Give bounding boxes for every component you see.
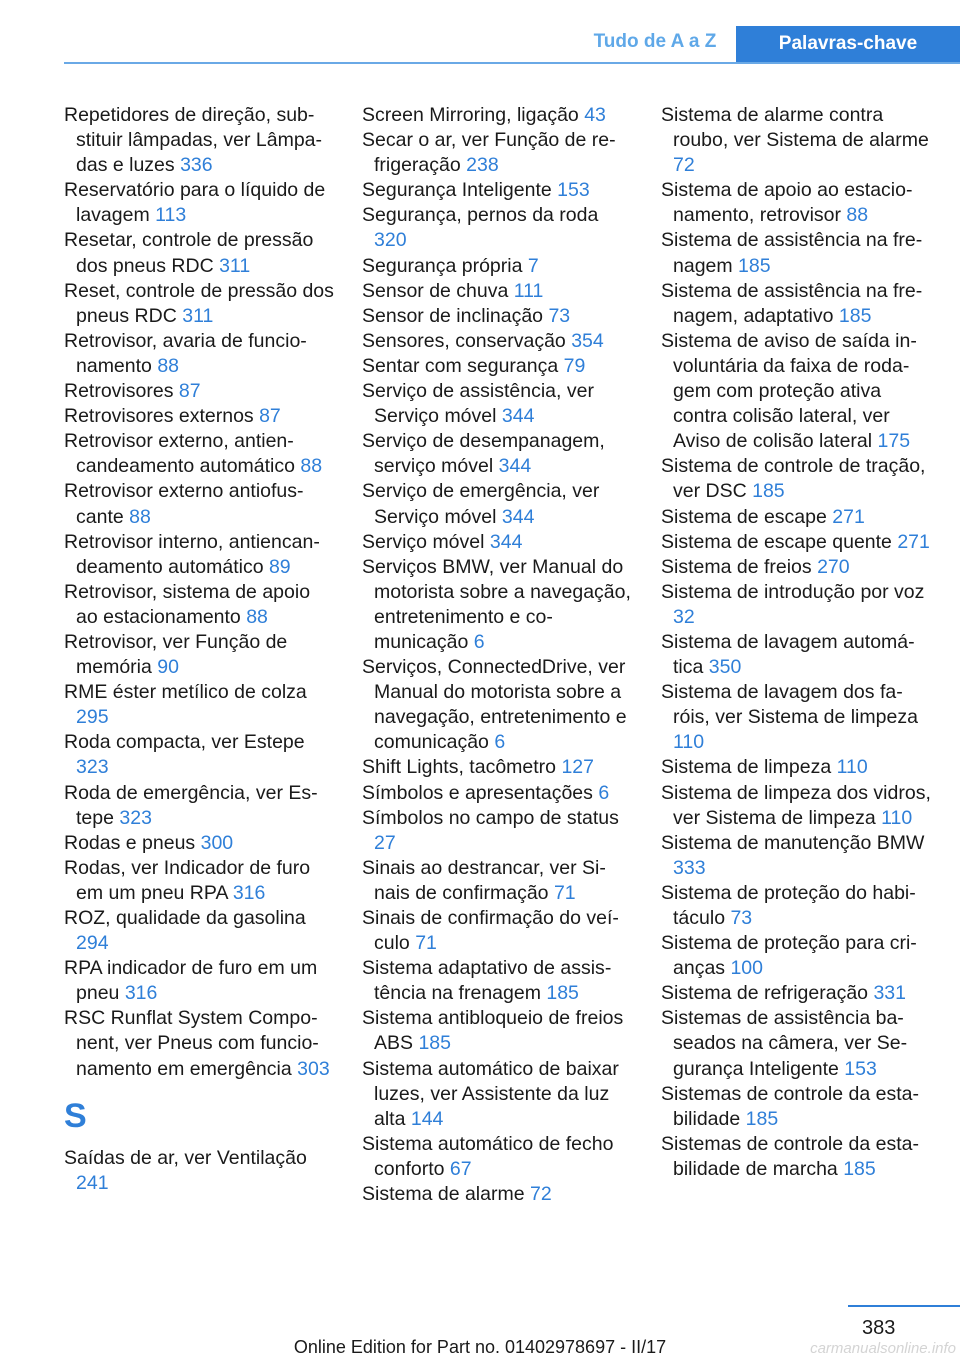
page-link[interactable]: 67 <box>449 1157 472 1180</box>
index-entry <box>661 505 933 530</box>
page-link[interactable]: 185 <box>752 480 785 503</box>
page-link[interactable]: 316 <box>232 881 266 904</box>
page-link[interactable]: 320 <box>374 229 407 252</box>
page-link[interactable]: 185 <box>838 304 872 327</box>
index-entry <box>64 781 336 831</box>
page-link[interactable]: 344 <box>501 405 535 428</box>
index-entry-text: Sistema de limpeza dos vidros, ver Sistema de limpeza <box>661 781 931 829</box>
watermark: carmanualsonline.info <box>810 1340 956 1357</box>
index-entry <box>64 103 336 178</box>
index-entry <box>362 755 634 780</box>
page-link[interactable]: 111 <box>513 279 544 302</box>
page-link[interactable]: 153 <box>557 179 590 202</box>
index-entry-text: Serviço de desempanagem, serviço móvel <box>362 430 605 478</box>
page-link[interactable]: 127 <box>561 756 594 779</box>
index-entry <box>362 479 634 529</box>
page-link[interactable]: 88 <box>846 204 869 227</box>
index-entry <box>362 1182 634 1207</box>
index-entry <box>661 781 933 831</box>
page-link[interactable]: 316 <box>124 982 158 1005</box>
index-entry-text: Reservatório para o líquido de lavagem <box>64 179 326 227</box>
footer-edition: Online Edition for Part no. 01402978697 - II/17 <box>293 1337 667 1357</box>
index-entry-text: Sensor de inclinação <box>362 304 549 327</box>
index-entry-text: Retrovisores <box>64 380 179 403</box>
page-link[interactable]: 88 <box>157 354 180 377</box>
index-entry <box>362 555 634 655</box>
index-entry-text: Segurança, pernos da roda <box>362 204 599 227</box>
index-entry-text: Roda compacta, ver Estepe <box>64 731 305 754</box>
page-link[interactable]: 344 <box>489 530 523 553</box>
index-entry-text: Símbolos e apresentações <box>362 781 599 804</box>
index-entry-text: Sinais de confirmação do veículo <box>362 907 619 955</box>
page-link[interactable]: 295 <box>76 706 109 729</box>
page-link[interactable]: 185 <box>843 1157 876 1180</box>
index-entry-text: Resetar, controle de pressão dos pneus RDC <box>64 229 314 277</box>
page-link[interactable]: 110 <box>673 731 705 754</box>
page-link[interactable]: 270 <box>817 555 850 578</box>
index-entry <box>362 103 634 128</box>
index-entry <box>661 1082 933 1132</box>
index-entry-text: Repetidores de direção, substituir lâmpadas, ver Lâmpadas e luzes <box>64 104 323 177</box>
page-link[interactable]: 294 <box>76 932 109 955</box>
index-entry-text: Retrovisor interno, antiencandeamento automático <box>64 530 320 578</box>
page-number: 383 <box>862 1317 896 1339</box>
page-link[interactable]: 144 <box>410 1107 444 1130</box>
index-entry <box>64 228 336 278</box>
index-entry-text: Sistema de lavagem dos faróis, ver Sistema de limpeza <box>661 681 918 729</box>
index-entry-text: Sistema de proteção para crianças <box>661 932 917 980</box>
index-entry-text: Retrovisor, avaria de funcionamento <box>64 329 307 377</box>
page-link[interactable]: 43 <box>584 104 606 126</box>
index-entry-text: Roda de emergência, ver Estepe <box>64 781 318 829</box>
index-entry-text: Sistemas de controle da estabilidade de marcha <box>661 1132 919 1180</box>
index-entry <box>362 178 634 203</box>
index-entry <box>661 555 933 580</box>
index-entry <box>362 203 634 253</box>
index-entry-text: Sistema de proteção do habitáculo <box>661 881 916 929</box>
index-entry-text: Saídas de ar, ver Ventilação <box>64 1146 307 1169</box>
index-entry <box>362 254 634 279</box>
index-entry <box>64 831 336 856</box>
index-entry <box>362 856 634 906</box>
index-entry <box>64 580 336 630</box>
index-entry-text: Retrovisor, ver Função de memória <box>64 630 288 679</box>
page-link[interactable]: 336 <box>180 154 213 177</box>
index-entry-text: Sistema de aviso de saída involuntária da faixa de rodagem com proteção ativa contra colisão lateral, ver Aviso de colisão lateral <box>661 329 917 453</box>
page-header <box>0 0 960 64</box>
page-link[interactable]: 87 <box>259 405 281 428</box>
index-entry <box>362 1006 634 1056</box>
index-entry <box>661 831 933 881</box>
page-link[interactable]: 72 <box>530 1183 552 1206</box>
index-entry-text: Rodas, ver Indicador de furo em um pneu RPA <box>64 856 311 904</box>
index-entry-text: Sistema de escape <box>661 505 833 528</box>
section-letter: S <box>64 1096 87 1135</box>
page-link[interactable]: 271 <box>897 530 930 553</box>
index-entry-text: Símbolos no campo de status <box>362 806 619 829</box>
page-link[interactable]: 323 <box>119 806 152 829</box>
index-entry <box>362 655 634 755</box>
page-link[interactable]: 88 <box>246 605 268 628</box>
page-link[interactable]: 6 <box>494 731 506 754</box>
index-entry-text: Serviço de emergência, ver Serviço móvel <box>362 480 600 528</box>
tab-tudo-de-a-a-z[interactable]: Tudo de A a Z <box>593 31 717 52</box>
page-link[interactable]: 100 <box>730 957 763 980</box>
index-entry <box>362 906 634 956</box>
page-link[interactable]: 311 <box>182 304 214 327</box>
page-link[interactable]: 241 <box>76 1171 109 1194</box>
index-entry-text: Secar o ar, ver Função de refrigeração <box>362 129 616 177</box>
index-entry <box>362 279 634 304</box>
index-entry <box>362 329 634 354</box>
page-link[interactable]: 175 <box>877 430 911 453</box>
index-entry <box>661 279 933 329</box>
index-entry-text: Sistema de introdução por voz <box>661 580 925 603</box>
page-link[interactable]: 32 <box>673 605 695 628</box>
index-entry <box>661 178 933 228</box>
page-link[interactable]: 344 <box>498 455 532 478</box>
page-link[interactable]: 73 <box>548 304 571 327</box>
index-entry <box>362 429 634 479</box>
page-link[interactable]: 303 <box>297 1057 330 1080</box>
index-entry <box>64 379 336 404</box>
page-link[interactable]: 153 <box>844 1057 877 1080</box>
index-entry-text: Sistema de limpeza <box>661 756 837 779</box>
index-entry <box>64 479 336 529</box>
index-entry-text: Sistema de controle de tração, ver DSC <box>661 455 926 503</box>
index-entry <box>64 1146 336 1196</box>
index-entry-text: RSC Runflat System Component, ver Pneus com funcionamento em emergência <box>64 1007 319 1080</box>
index-entry-text: RME éster metílico de colza <box>64 681 307 704</box>
index-entry <box>64 404 336 429</box>
index-entry <box>661 881 933 931</box>
index-entry-text: Sistema antibloqueio de freios ABS <box>362 1007 624 1055</box>
index-entry <box>661 755 933 780</box>
index-entry <box>661 1132 933 1182</box>
index-entry-text: Sensor de chuva <box>362 279 514 302</box>
page-link[interactable]: 271 <box>832 505 865 528</box>
index-entry <box>64 730 336 780</box>
index-entry-text: Sistema de freios <box>661 555 818 578</box>
index-entry <box>362 379 634 429</box>
index-entry-text: Shift Lights, tacômetro <box>362 756 562 779</box>
index-entry-text: Retrovisor externo, antiencandeamento automático <box>64 430 301 478</box>
page-link[interactable]: 72 <box>673 154 695 177</box>
index-entry <box>64 429 336 479</box>
index-entry <box>661 580 933 630</box>
index-entry <box>64 956 336 1006</box>
index-entry-text: Sistema automático de baixar luzes, ver Assistente da luz alta <box>362 1057 619 1130</box>
index-entry-text: Sistema de alarme <box>362 1183 530 1206</box>
index-entry-text: Sistema de refrigeração <box>661 982 874 1005</box>
page-link[interactable]: 71 <box>415 932 437 955</box>
index-column-3 <box>661 103 933 1182</box>
page-link[interactable]: 185 <box>418 1032 451 1055</box>
index-entry-text: Sensores, conservação <box>362 329 572 352</box>
index-entry-text: Sistema de apoio ao estacionamento, retrovisor <box>661 179 913 227</box>
index-entry-text: Serviço de assistência, ver Serviço móvel <box>362 380 594 428</box>
index-entry-text: Sistema de lavagem automática <box>661 630 915 679</box>
page-link[interactable]: 87 <box>178 380 201 403</box>
index-entry-text: Serviços BMW, ver Manual do motorista sobre a navegação, entretenimento e comunicação <box>362 555 631 653</box>
page-link[interactable]: 185 <box>738 254 771 277</box>
index-entry-text: Sentar com segurança <box>362 354 564 377</box>
index-entry-text: Rodas e pneus <box>64 831 201 854</box>
page-link[interactable]: 311 <box>219 254 251 277</box>
page-link[interactable]: 73 <box>730 907 753 929</box>
page-link[interactable]: 185 <box>546 982 579 1005</box>
page-link[interactable]: 90 <box>157 656 179 679</box>
page-link[interactable]: 110 <box>881 806 913 829</box>
index-entry <box>362 956 634 1006</box>
index-entry <box>362 354 634 379</box>
index-entry <box>661 454 933 504</box>
index-entry <box>661 103 933 178</box>
page-link[interactable]: 344 <box>501 505 535 528</box>
page-link[interactable]: 6 <box>598 781 610 804</box>
index-entry <box>661 630 933 680</box>
index-entry <box>661 680 933 755</box>
index-entry-text: Retrovisores externos <box>64 405 260 428</box>
index-entry-text: Sistema de manutenção BMW <box>661 831 925 854</box>
index-entry <box>661 329 933 454</box>
page-link[interactable]: 323 <box>76 756 109 779</box>
index-entry <box>64 630 336 680</box>
index-entry <box>64 906 336 956</box>
index-entry-text: Sistema automático de fecho conforto <box>362 1132 614 1180</box>
tab-palavras-chave[interactable]: Palavras-chave <box>736 26 960 62</box>
page-link[interactable]: 333 <box>673 856 706 879</box>
page-link[interactable]: 27 <box>374 831 396 854</box>
index-entry-text: Screen Mirroring, ligação <box>362 104 585 126</box>
index-column-2 <box>362 103 634 1207</box>
index-entry-text: Serviço móvel <box>362 530 490 553</box>
page-link[interactable]: 89 <box>268 555 291 578</box>
header-divider <box>64 62 960 64</box>
page-link[interactable]: 238 <box>466 154 499 177</box>
index-entry-text: Retrovisor externo antiofuscante <box>64 480 304 528</box>
index-entry <box>661 530 933 555</box>
index-entry-text: Retrovisor, sistema de apoio ao estacionamento <box>64 580 311 628</box>
page-link[interactable]: 7 <box>527 254 539 277</box>
index-entry-text: Sistemas de assistência baseados na câmera, ver Segurança Inteligente <box>661 1007 908 1080</box>
index-entry-text: Segurança própria <box>362 254 528 277</box>
index-entry <box>64 329 336 379</box>
page-link[interactable]: 6 <box>473 630 485 653</box>
page-link[interactable]: 113 <box>155 204 187 227</box>
index-entry-text: Sistema adaptativo de assistência na frenagem <box>362 957 612 1005</box>
page-number-rule <box>848 1305 960 1307</box>
index-entry <box>64 279 336 329</box>
index-entry-text: Sistema de assistência na frenagem <box>661 229 923 277</box>
page-link[interactable]: 88 <box>300 455 323 478</box>
page-link[interactable]: 79 <box>563 354 586 377</box>
index-entry-text: Sistemas de controle da estabilidade <box>661 1082 919 1130</box>
index-entry <box>362 304 634 329</box>
page-link[interactable]: 354 <box>571 329 604 352</box>
index-entry <box>362 781 634 806</box>
index-entry-text: RPA indicador de furo em um pneu <box>64 957 318 1005</box>
index-entry <box>661 228 933 278</box>
page-link[interactable]: 300 <box>200 831 234 854</box>
index-entry-text: ROZ, qualidade da gasolina <box>64 907 306 929</box>
index-column-1 <box>64 103 336 1196</box>
index-entry <box>362 128 634 178</box>
index-entry <box>362 530 634 555</box>
index-entry <box>64 856 336 906</box>
index-entry-text: Sistema de alarme contra roubo, ver Sistema de alarme <box>661 104 929 152</box>
page-link[interactable]: 71 <box>553 881 576 904</box>
page-link[interactable]: 185 <box>745 1107 779 1130</box>
index-entry-text: Sistema de assistência na frenagem, adaptativo <box>661 279 923 327</box>
index-entry <box>362 1057 634 1132</box>
page-link[interactable]: 110 <box>836 756 868 779</box>
index-entry <box>362 1132 634 1182</box>
index-entry-text: Serviços, ConnectedDrive, ver Manual do motorista sobre a navegação, entretenimento e comunicação <box>362 656 627 754</box>
index-entry-text: Sistema de escape quente <box>661 530 898 553</box>
index-entry <box>661 1006 933 1081</box>
index-entry <box>64 530 336 580</box>
index-entry-text: Sinais ao destrancar, ver Sinais de confirmação <box>362 856 606 904</box>
index-entry-text: Reset, controle de pressão dos pneus RDC <box>64 279 334 327</box>
page-link[interactable]: 331 <box>873 982 906 1005</box>
index-entry <box>64 178 336 228</box>
page-link[interactable]: 350 <box>708 656 742 679</box>
page-link[interactable]: 88 <box>129 505 151 528</box>
index-entry <box>661 981 933 1006</box>
index-entry <box>64 680 336 730</box>
index-entry-text: Segurança Inteligente <box>362 179 558 202</box>
index-entry <box>362 806 634 856</box>
index-entry <box>64 1006 336 1081</box>
index-entry <box>661 931 933 981</box>
